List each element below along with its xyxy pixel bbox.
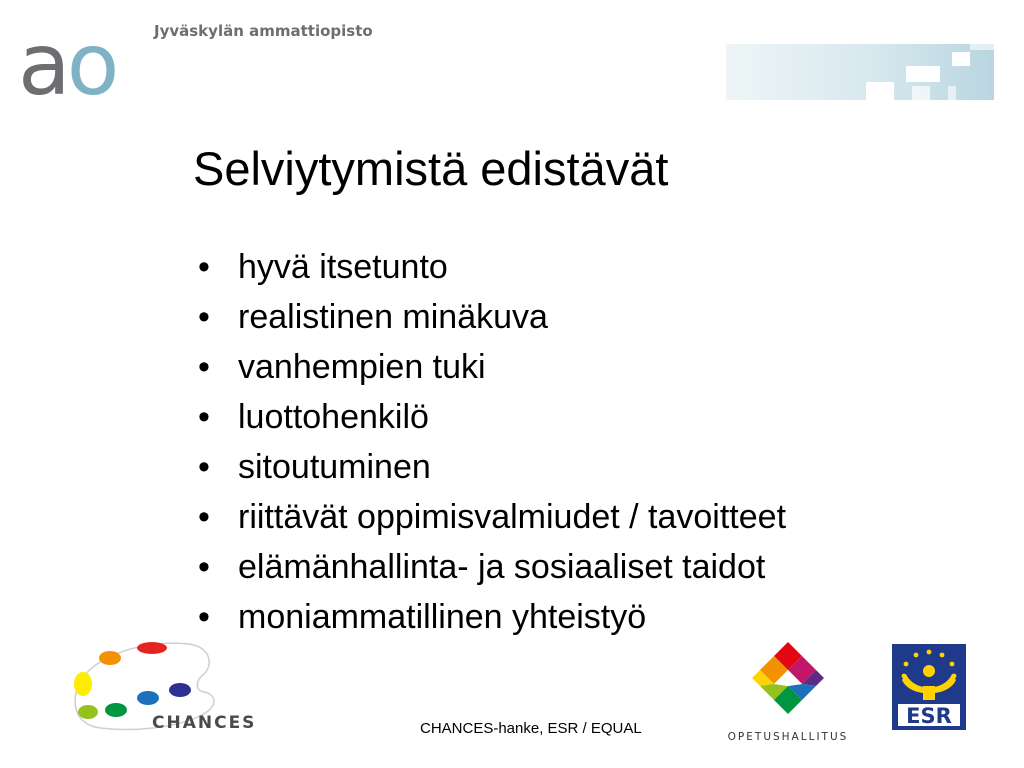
list-item-text: vanhempien tuki — [238, 348, 486, 386]
bullet-dot: • — [198, 398, 210, 436]
bullet-dot: • — [198, 548, 210, 586]
opetushallitus-diamond-logo-icon — [726, 640, 850, 746]
list-item — [198, 242, 786, 292]
ao-logo — [18, 15, 116, 115]
list-item — [198, 542, 786, 592]
list-item-text: luottohenkilö — [238, 398, 429, 436]
bullet-dot: • — [198, 498, 210, 536]
oph-logo-text: OPETUSHALLITUS — [727, 731, 849, 743]
logo-letter-o: o — [66, 15, 116, 115]
list-item-text: sitoutuminen — [238, 448, 431, 486]
list-item — [198, 292, 786, 342]
bullet-dot: • — [198, 248, 210, 286]
slide-title: Selviytymistä edistävät — [193, 142, 669, 195]
bullet-dot: • — [198, 298, 210, 336]
bullet-list — [198, 242, 786, 642]
list-item-text: elämänhallinta- ja sosiaaliset taidot — [238, 548, 766, 586]
list-item — [198, 392, 786, 442]
list-item-text: realistinen minäkuva — [238, 298, 548, 336]
list-item-text: moniammatillinen yhteistyö — [238, 598, 647, 636]
esr-eu-logo-icon — [892, 644, 966, 730]
list-item — [198, 592, 786, 642]
bullet-dot: • — [198, 598, 210, 636]
list-item — [198, 342, 786, 392]
school-name: Jyväskylän ammattiopisto — [154, 22, 373, 40]
esr-logo-text: ESR — [906, 704, 952, 728]
list-item — [198, 492, 786, 542]
chances-palette-logo-icon — [64, 636, 268, 740]
logo-letter-a: a — [18, 15, 67, 115]
stairs-decoration-icon — [726, 42, 994, 100]
bullet-dot: • — [198, 448, 210, 486]
list-item-text: riittävät oppimisvalmiudet / tavoitteet — [238, 498, 787, 536]
footer-caption: CHANCES-hanke, ESR / EQUAL — [420, 720, 642, 737]
list-item-text: hyvä itsetunto — [238, 248, 448, 286]
bullet-dot: • — [198, 348, 210, 386]
chances-logo-text: CHANCES — [152, 713, 257, 733]
list-item — [198, 442, 786, 492]
